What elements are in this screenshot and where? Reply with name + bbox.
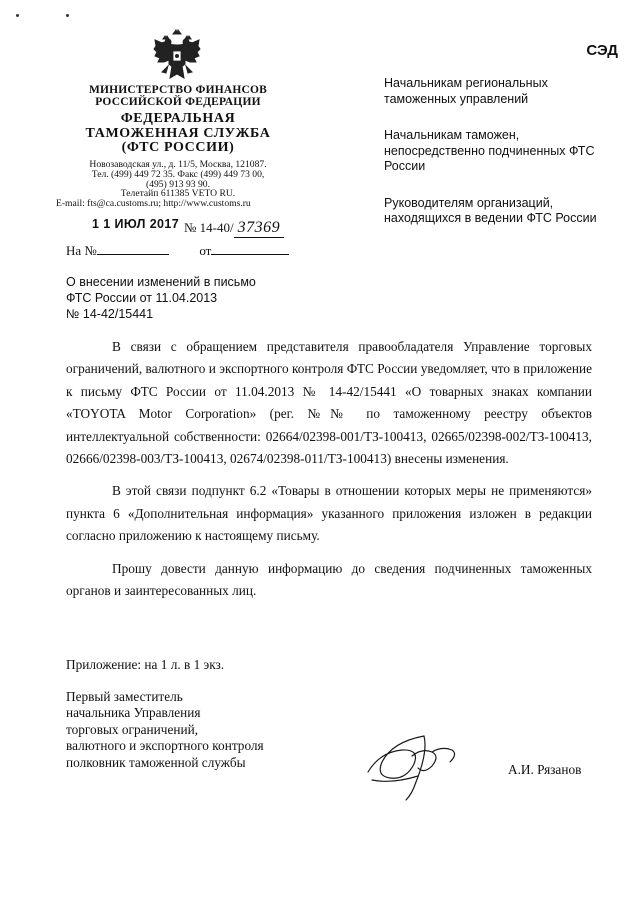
- ministry-name: [66, 84, 290, 108]
- subject-line: № 14-42/15441: [66, 307, 154, 321]
- reference-from-label: от: [199, 243, 212, 258]
- address-block: [56, 160, 300, 209]
- address-line: Новозаводская ул., д. 11/5, Москва, 121087.: [89, 159, 267, 170]
- recipient-item: Начальникам региональных таможенных управлений: [384, 76, 548, 106]
- registration-number-handwritten: 37369: [234, 219, 285, 238]
- body-paragraph: В этой связи подпункт 6.2 «Товары в отношении которых меры не применяются» пункта 6 «Дополнительная информация» указанного приложения изложен в редакции согласно приложению к настоящему письму.: [66, 483, 592, 544]
- signer-title: [66, 689, 326, 771]
- sed-mark: СЭД: [586, 42, 618, 59]
- ministry-line: РОССИЙСКОЙ ФЕДЕРАЦИИ: [95, 96, 261, 108]
- signer-title-line: Первый заместитель: [66, 689, 183, 704]
- scan-mark: [66, 14, 69, 17]
- subject-line: О внесении изменений в письмо: [66, 275, 256, 289]
- signer-title-line: начальника Управления: [66, 705, 201, 721]
- body-paragraph: В связи с обращением представителя правообладателя Управление торговых ограничений, валютного и экспортного контроля ФТС России уведомляет, что в приложение к письму ФТС России от 11.04.2013 № 14-42/15441 «О товарных знаках компании «TOYOTA Motor Corporation» (рег. №№ по таможенному реестру объектов интеллектуальной собственности: 02664/02398-001/ТЗ-100413, 02665/02398-002/ТЗ-100413, 02666/02398-003/ТЗ-100413, 02674/02398-011/ТЗ-100413) внесены изменения.: [66, 339, 592, 467]
- signer-title-line: торговых ограничений,: [66, 721, 199, 737]
- signer-name: А.И. Рязанов: [508, 762, 582, 777]
- reference-number-blank: [97, 242, 169, 255]
- service-line: ТАМОЖЕННАЯ СЛУЖБА: [85, 125, 271, 141]
- address-line: Тел. (499) 449 72 35. Факс (499) 449 73 00,: [91, 168, 265, 180]
- letter-body: [66, 336, 592, 612]
- address-line: E-mail: fts@ca.customs.ru; http://www.customs.ru: [56, 198, 251, 210]
- registration-number-prefix: № 14-40/: [184, 220, 234, 235]
- address-line: (495) 913 93 90.: [146, 178, 210, 190]
- reference-line: [66, 242, 289, 259]
- scan-mark: [16, 14, 19, 17]
- recipient-item: Руководителям организаций, находящихся в ведении ФТС России: [384, 195, 597, 225]
- ministry-line: МИНИСТЕРСТВО ФИНАНСОВ: [88, 84, 268, 96]
- service-line: ФЕДЕРАЛЬНАЯ: [120, 111, 236, 126]
- signer-title-line: полковник таможенной службы: [66, 754, 246, 770]
- handwritten-signature-icon: [362, 722, 472, 802]
- recipient-item: Начальникам таможен, непосредственно подчиненных ФТС России: [384, 128, 595, 173]
- reference-label: На №: [66, 243, 97, 258]
- recipients-block: [384, 76, 614, 248]
- reference-date-blank: [211, 242, 289, 255]
- signer-title-line: валютного и экспортного контроля: [66, 738, 264, 754]
- attachment-note: Приложение: на 1 л. в 1 экз.: [66, 657, 225, 672]
- address-line: Телетайп 611385 VETO RU.: [120, 188, 236, 200]
- body-paragraph: Прошу довести данную информацию до сведения подчиненных таможенных органов и заинтересованных лиц.: [66, 560, 592, 599]
- double-headed-eagle-emblem-icon: [152, 28, 202, 84]
- registration-number: [184, 219, 284, 238]
- service-name: [66, 112, 290, 156]
- registration-date: 1 1 ИЮЛ 2017: [92, 217, 180, 231]
- service-line: (ФТС РОССИИ): [121, 140, 235, 155]
- subject-block: [66, 274, 346, 322]
- subject-line: ФТС России от 11.04.2013: [66, 291, 218, 305]
